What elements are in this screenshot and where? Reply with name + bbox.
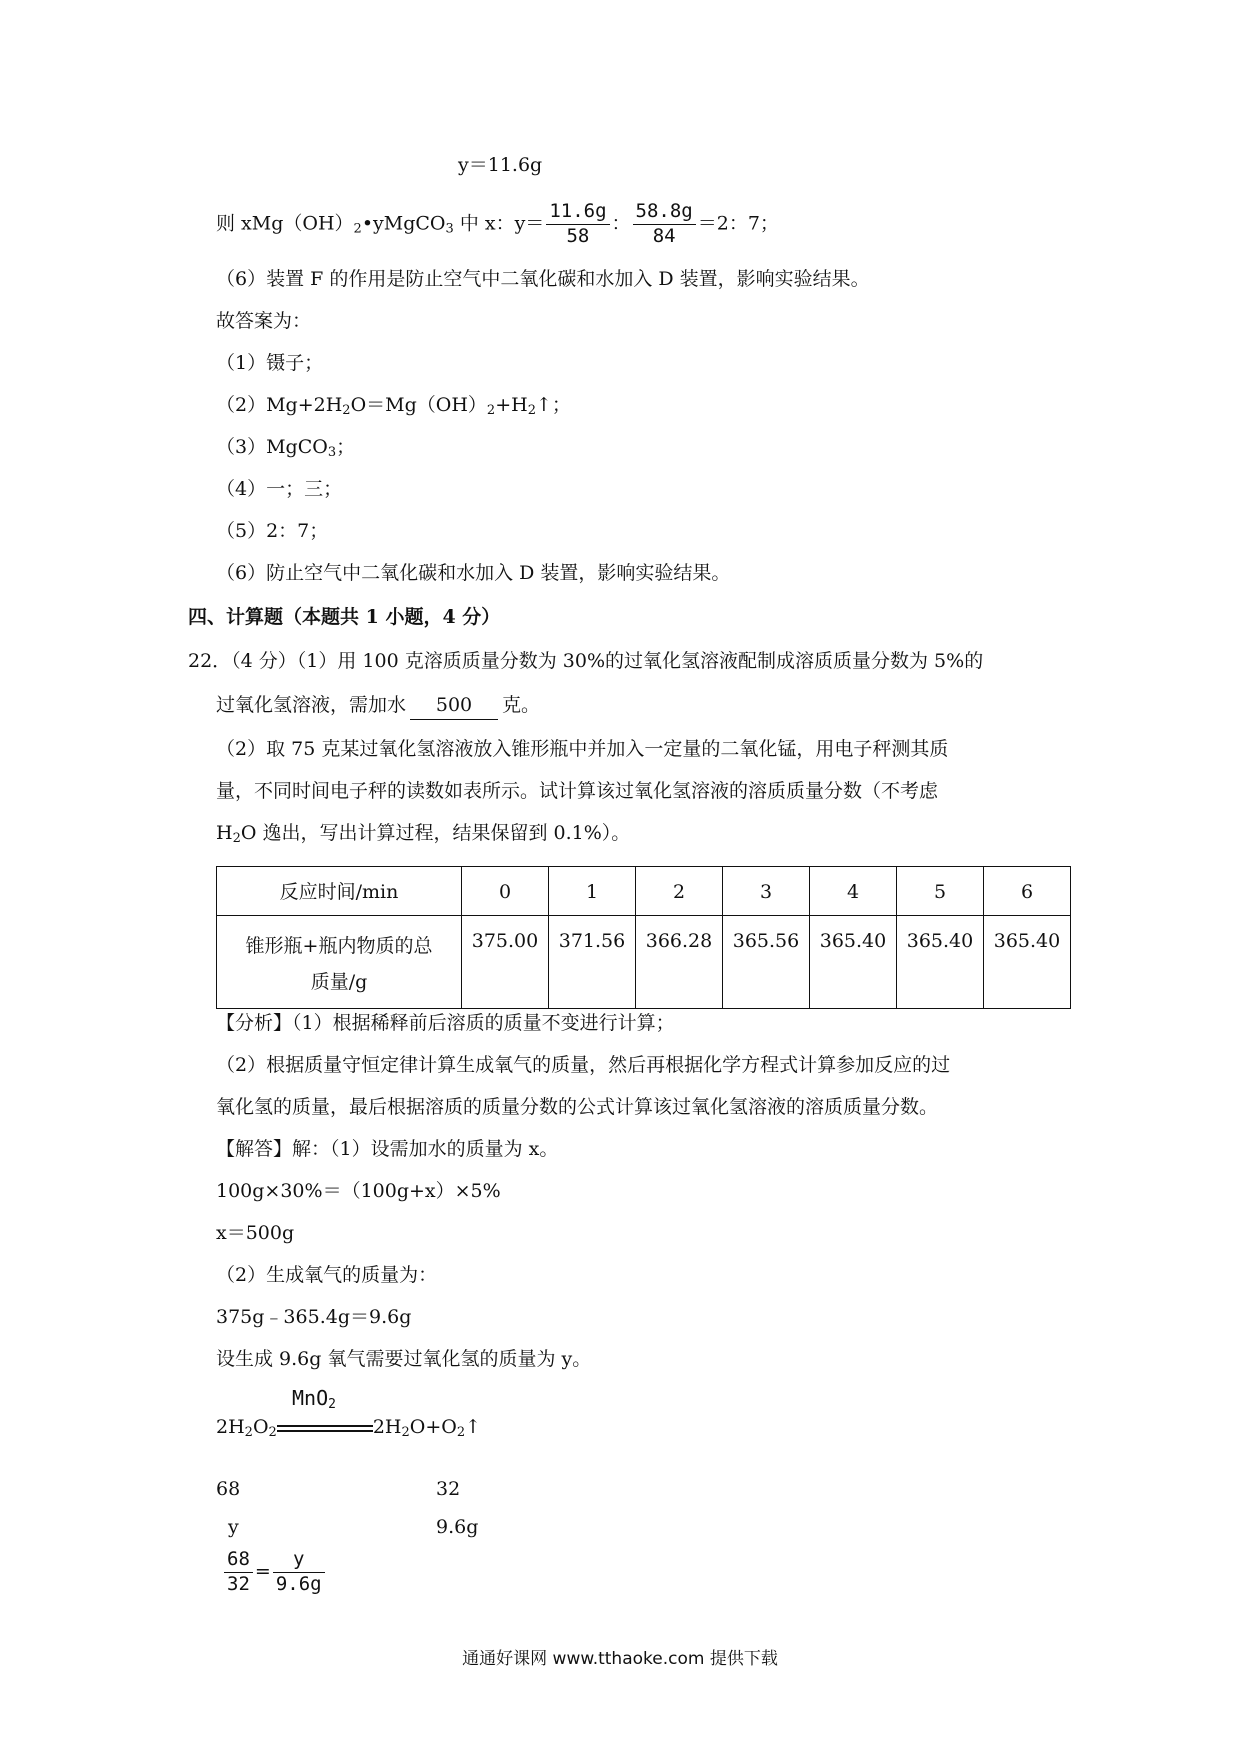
answer-2-part: （2）Mg+2H — [216, 394, 343, 416]
question-22-line-2-pre: 过氧化氢溶液，需加水 — [216, 694, 407, 716]
table-cell: 0 — [462, 867, 549, 916]
ratio-mid-2: 中 x：y＝ — [453, 212, 545, 235]
equation-part: O+O — [409, 1416, 457, 1438]
equation-part: O — [252, 1416, 269, 1438]
analysis-line-2: （2）根据质量守恒定律计算生成氧气的质量，然后再根据化学方程式计算参加反应的过 — [216, 1054, 951, 1076]
answer-3-part: ； — [336, 436, 356, 458]
equation-sub: 2 — [268, 1425, 277, 1440]
solution-line-3: x＝500g — [216, 1222, 295, 1244]
answer-6: （6）防止空气中二氧化碳和水加入 D 装置，影响实验结果。 — [216, 562, 731, 584]
table-cell: 366.28 — [636, 916, 723, 1009]
solution-line-4: （2）生成氧气的质量为： — [216, 1264, 438, 1286]
equation-sub: 2 — [401, 1425, 410, 1440]
ratio-sub-1: 2 — [353, 221, 362, 237]
ratio-line — [216, 200, 779, 249]
molar-mass-h2o2: 68 — [216, 1478, 241, 1500]
catalyst-sub: 2 — [328, 1397, 336, 1412]
analysis-line-1: 【分析】（1）根据稀释前后溶质的质量不变进行计算； — [216, 1012, 675, 1034]
y-result: y＝11.6g — [458, 154, 543, 176]
fraction-1-numerator: 11.6g — [546, 200, 609, 225]
fraction-2-denominator: 84 — [652, 224, 676, 247]
line-3-part: H — [216, 822, 233, 844]
ratio-sub-2: 3 — [445, 221, 454, 237]
fraction-1-denominator: 58 — [566, 224, 590, 247]
answer-2 — [216, 392, 571, 420]
line-3-part: O 逸出，写出计算过程，结果保留到 0.1%）。 — [240, 822, 631, 844]
analysis-line-3: 氧化氢的质量，最后根据溶质的质量分数的公式计算该过氧化氢溶液的溶质质量分数。 — [216, 1096, 939, 1118]
proportion — [222, 1548, 327, 1597]
question-22-part-2-line-3 — [216, 820, 630, 848]
table-cell: 3 — [723, 867, 810, 916]
proportion-fraction-2 — [273, 1548, 325, 1597]
table-header-mass-line-2: 质量/g — [310, 971, 368, 994]
table-cell: 375.00 — [462, 916, 549, 1009]
catalyst-text: MnO — [292, 1386, 329, 1410]
equation-sub: 2 — [456, 1425, 466, 1440]
proportion-denominator-1: 32 — [227, 1572, 250, 1595]
question-22-line-1: 22．（4 分）（1）用 100 克溶质质量分数为 30%的过氧化氢溶液配制成溶质质量分数为 5%的 — [188, 650, 984, 672]
answer-4: （4）一；三； — [216, 478, 343, 500]
answer-1: （1）镊子； — [216, 352, 324, 374]
table-cell: 365.40 — [984, 916, 1071, 1009]
solution-line-1: 【解答】解：（1）设需加水的质量为 x。 — [216, 1138, 559, 1160]
proportion-equals: = — [254, 1560, 271, 1583]
answer-3-part: （3）MgCO — [216, 436, 328, 458]
equation-part: ↑ — [465, 1416, 482, 1438]
catalyst-label — [292, 1384, 336, 1414]
table-cell: 5 — [897, 867, 984, 916]
fraction-2-numerator: 58.8g — [633, 200, 696, 225]
proportion-fraction-1 — [224, 1548, 253, 1597]
answer-3-sub: 3 — [327, 445, 337, 460]
reaction-equation — [216, 1414, 481, 1442]
table-header-time: 反应时间/min — [217, 867, 462, 916]
reaction-data-table — [216, 866, 1071, 1009]
question-22-part-2-line-1: （2）取 75 克某过氧化氢溶液放入锥形瓶中并加入一定量的二氧化锰，用电子秤测其质 — [216, 738, 949, 760]
table-cell: 365.40 — [897, 916, 984, 1009]
table-header-mass — [217, 916, 462, 1009]
section-heading: 四、计算题（本题共 1 小题，4 分） — [188, 606, 501, 628]
table-cell: 4 — [810, 867, 897, 916]
question-22-part-2-line-2: 量，不同时间电子秤的读数如表所示。试计算该过氧化氢溶液的溶质质量分数（不考虑 — [216, 780, 939, 802]
table-row — [217, 867, 1071, 916]
table-cell: 6 — [984, 867, 1071, 916]
proportion-numerator-2: y — [273, 1548, 325, 1573]
answer-2-sub: 2 — [486, 403, 496, 418]
molar-mass-o2: 32 — [436, 1478, 461, 1500]
answers-label: 故答案为： — [216, 310, 312, 332]
answer-2-sub: 2 — [342, 403, 351, 418]
answer-2-part: O＝Mg（OH） — [350, 394, 487, 416]
footer-watermark: 通通好课网 www.tthaoke.com 提供下载 — [462, 1649, 778, 1669]
table-cell: 365.40 — [810, 916, 897, 1009]
ratio-mid: •yMgCO — [361, 212, 446, 235]
fraction-1 — [546, 200, 609, 249]
line-3-sub: 2 — [232, 831, 241, 846]
answer-3 — [216, 434, 355, 462]
solution-line-6: 设生成 9.6g 氧气需要过氧化氢的质量为 y。 — [216, 1348, 592, 1370]
known-mass: 9.6g — [436, 1516, 479, 1538]
ratio-prefix: 则 xMg（OH） — [216, 212, 354, 235]
item-6-explanation: （6）装置 F 的作用是防止空气中二氧化碳和水加入 D 装置，影响实验结果。 — [216, 268, 870, 290]
table-cell: 365.56 — [723, 916, 810, 1009]
equation-part: 2H — [216, 1416, 245, 1438]
equals-bar — [277, 1425, 373, 1432]
table-cell: 371.56 — [549, 916, 636, 1009]
answer-2-sub: 2 — [527, 403, 536, 418]
ratio-colon: ： — [611, 212, 631, 235]
solution-line-5: 375g﹣365.4g＝9.6g — [216, 1306, 412, 1328]
fraction-2 — [633, 200, 696, 249]
equation-sub: 2 — [244, 1425, 253, 1440]
equation-part: 2H — [372, 1416, 402, 1438]
proportion-numerator-1: 68 — [224, 1548, 253, 1573]
question-22-line-2 — [216, 692, 540, 720]
unknown-y: y — [228, 1516, 239, 1538]
answer-2-part: +H — [495, 394, 528, 416]
table-cell: 1 — [549, 867, 636, 916]
table-row — [217, 916, 1071, 1009]
table-cell: 2 — [636, 867, 723, 916]
answer-5: （5）2：7； — [216, 520, 329, 542]
proportion-denominator-2: 9.6g — [275, 1572, 322, 1595]
answer-blank: 500 — [410, 692, 498, 720]
question-22-line-2-post: 克。 — [502, 694, 541, 716]
ratio-end: ＝2：7； — [697, 212, 779, 235]
answer-2-part: ↑； — [535, 394, 571, 416]
table-header-mass-line-1: 锥形瓶+瓶内物质的总 — [245, 935, 433, 957]
solution-line-2: 100g×30%＝（100g+x）×5% — [216, 1180, 501, 1202]
